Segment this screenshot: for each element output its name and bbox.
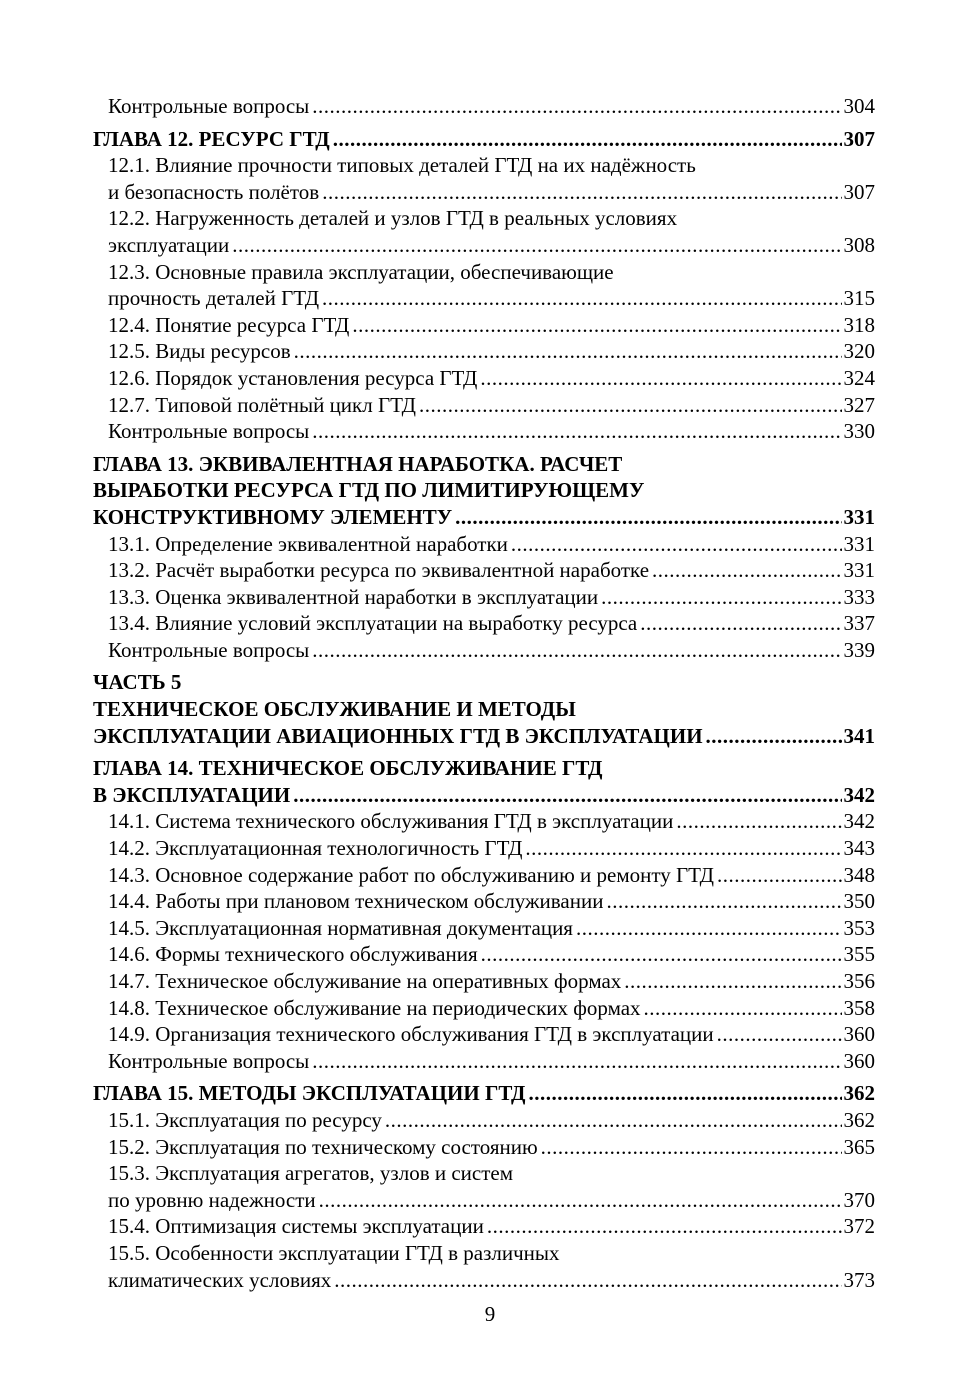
toc-chapter-entry[interactable] bbox=[93, 755, 875, 808]
toc-entry-title-line: Контрольные вопросы bbox=[108, 94, 310, 118]
dot-leader bbox=[528, 1080, 841, 1107]
toc-entry-title-line: 15.2. Эксплуатация по техническому состоянию bbox=[108, 1134, 538, 1159]
dot-leader bbox=[640, 610, 841, 637]
toc-entry-row bbox=[108, 312, 875, 339]
toc-entry-row bbox=[108, 232, 875, 259]
toc-section-entry[interactable] bbox=[93, 915, 875, 942]
dot-leader bbox=[312, 637, 841, 664]
dot-leader bbox=[333, 126, 842, 153]
page-number: 9 bbox=[484, 1302, 496, 1326]
dot-leader bbox=[541, 1134, 842, 1161]
toc-page-number: 372 bbox=[843, 1214, 875, 1239]
toc-section-entry[interactable] bbox=[93, 808, 875, 835]
toc-chapter-entry[interactable] bbox=[93, 126, 875, 153]
toc-section-entry[interactable] bbox=[93, 93, 875, 120]
dot-leader bbox=[717, 1021, 842, 1048]
toc-entry-title-line: 13.2. Расчёт выработки ресурса по эквивалентной наработке bbox=[108, 558, 650, 583]
toc-section-entry[interactable] bbox=[93, 259, 875, 312]
toc-entry-title-line: ГЛАВА 15. МЕТОДЫ ЭКСПЛУАТАЦИИ ГТД bbox=[93, 1081, 526, 1106]
toc-page-number: 343 bbox=[843, 836, 875, 861]
toc-entry-title-line: ЧАСТЬ 5 bbox=[93, 670, 182, 695]
toc-section-entry[interactable] bbox=[93, 1134, 875, 1161]
toc-entry-row bbox=[93, 782, 875, 809]
toc-page-number: 327 bbox=[843, 392, 875, 417]
toc-section-entry[interactable] bbox=[93, 418, 875, 445]
toc-entry-title-line: 12.4. Понятие ресурса ГТД bbox=[108, 312, 350, 337]
toc-entry-title-line: 15.5. Особенности эксплуатации ГТД в различных bbox=[108, 1240, 560, 1265]
toc-page-number: 360 bbox=[843, 1022, 875, 1047]
toc-section-entry[interactable] bbox=[93, 557, 875, 584]
toc-entry-title-line: 15.3. Эксплуатация агрегатов, узлов и систем bbox=[108, 1161, 514, 1186]
toc-chapter-entry[interactable] bbox=[93, 1080, 875, 1107]
toc-entry-title-line: 14.7. Техническое обслуживание на оперативных формах bbox=[108, 969, 622, 993]
toc-page-number: 356 bbox=[843, 969, 875, 993]
toc-entry-title-line: ВЫРАБОТКИ РЕСУРСА ГТД ПО ЛИМИТИРУЮЩЕМУ bbox=[93, 478, 645, 503]
toc-entry-row bbox=[108, 1021, 875, 1048]
toc-section-entry[interactable] bbox=[93, 835, 875, 862]
toc-section-entry[interactable] bbox=[93, 1107, 875, 1134]
toc-entry-row bbox=[108, 888, 875, 915]
dot-leader bbox=[676, 808, 841, 835]
dot-leader bbox=[624, 968, 841, 995]
toc-entry-title-line: 13.3. Оценка эквивалентной наработки в эксплуатации bbox=[108, 584, 599, 609]
toc-section-entry[interactable] bbox=[93, 941, 875, 968]
toc-page-number: 362 bbox=[843, 1107, 875, 1132]
toc-page-number: 320 bbox=[843, 339, 875, 364]
dot-leader bbox=[481, 941, 842, 968]
dot-leader bbox=[601, 584, 841, 611]
toc-page-number: 353 bbox=[843, 915, 875, 940]
toc-page-number: 307 bbox=[843, 126, 875, 151]
toc-entry-row bbox=[108, 338, 875, 365]
toc-entry-row bbox=[108, 862, 875, 889]
toc-page-number: 333 bbox=[843, 584, 875, 609]
dot-leader bbox=[319, 1187, 842, 1214]
toc-section-entry[interactable] bbox=[93, 392, 875, 419]
toc-entry-title-line: 14.5. Эксплуатационная нормативная документация bbox=[108, 915, 573, 940]
toc-section-entry[interactable] bbox=[93, 1160, 875, 1213]
toc-entry-title-line: 15.4. Оптимизация системы эксплуатации bbox=[108, 1214, 484, 1239]
dot-leader bbox=[419, 392, 842, 419]
toc-entry-title-line: 15.1. Эксплуатация по ресурсу bbox=[108, 1107, 382, 1132]
toc-entry-title-line: 12.2. Нагруженность деталей и узлов ГТД в реальных условиях bbox=[108, 206, 678, 231]
toc-page-number: 308 bbox=[843, 232, 875, 257]
toc-section-entry[interactable] bbox=[93, 1213, 875, 1240]
toc-entry-title-line: 14.3. Основное содержание работ по обслуживанию и ремонту ГТД bbox=[108, 862, 714, 887]
toc-section-entry[interactable] bbox=[93, 1240, 875, 1293]
toc-entry-row bbox=[108, 365, 875, 392]
toc-entry-title-line: 14.2. Эксплуатационная технологичность ГТД bbox=[108, 836, 523, 861]
dot-leader bbox=[352, 312, 841, 339]
toc-section-entry[interactable] bbox=[93, 995, 875, 1022]
dot-leader bbox=[717, 862, 842, 889]
toc-entry-title-line: ГЛАВА 12. РЕСУРС ГТД bbox=[93, 126, 330, 151]
toc-section-entry[interactable] bbox=[93, 365, 875, 392]
dot-leader bbox=[606, 888, 841, 915]
toc-page-number: 339 bbox=[843, 637, 875, 662]
toc-entry-row bbox=[93, 126, 875, 153]
toc-entry-title-line: 12.1. Влияние прочности типовых деталей ГТД на их надёжность bbox=[108, 153, 696, 178]
toc-entry-title-line: эксплуатации bbox=[108, 232, 230, 257]
toc-entry-title-line: и безопасность полётов bbox=[108, 179, 320, 204]
toc-page-number: 348 bbox=[843, 862, 875, 887]
toc-section-entry[interactable] bbox=[93, 1021, 875, 1048]
toc-section-entry[interactable] bbox=[93, 338, 875, 365]
toc-page-number: 342 bbox=[843, 809, 875, 834]
toc-entry-row bbox=[108, 557, 875, 584]
toc-entry-row bbox=[108, 1107, 875, 1134]
toc-page-number: 318 bbox=[843, 312, 875, 337]
toc-page-number: 315 bbox=[843, 286, 875, 311]
toc-entry-title-line: Контрольные вопросы bbox=[108, 419, 310, 444]
dot-leader bbox=[652, 557, 841, 584]
toc-page-number: 331 bbox=[843, 531, 875, 556]
dot-leader bbox=[385, 1107, 842, 1134]
toc-entry-row bbox=[108, 808, 875, 835]
toc-entry-row bbox=[108, 1267, 875, 1294]
toc-entry-title-line: ЭКСПЛУАТАЦИИ АВИАЦИОННЫХ ГТД В ЭКСПЛУАТАЦИИ bbox=[93, 723, 703, 748]
dot-leader bbox=[322, 285, 841, 312]
toc-chapter-entry[interactable] bbox=[93, 451, 875, 531]
toc-page-number: 342 bbox=[843, 782, 875, 807]
toc-page-number: 331 bbox=[843, 558, 875, 583]
toc-entry-title-line: Контрольные вопросы bbox=[108, 1048, 310, 1073]
toc-entry-row bbox=[108, 584, 875, 611]
dot-leader bbox=[455, 504, 841, 531]
toc-page-number: 362 bbox=[843, 1081, 875, 1106]
toc-entry-title-line: Контрольные вопросы bbox=[108, 637, 310, 662]
dot-leader bbox=[312, 1048, 841, 1075]
toc-section-entry[interactable] bbox=[93, 205, 875, 258]
toc-page-number: 324 bbox=[843, 365, 875, 390]
toc-entry-title-line: 12.7. Типовой полётный цикл ГТД bbox=[108, 392, 416, 417]
toc-section-entry[interactable] bbox=[93, 637, 875, 664]
toc-page-number: 373 bbox=[843, 1267, 875, 1292]
toc-entry-title-line: 13.4. Влияние условий эксплуатации на выработку ресурса bbox=[108, 611, 638, 636]
dot-leader bbox=[232, 232, 841, 259]
toc-entry-title-line: В ЭКСПЛУАТАЦИИ bbox=[93, 782, 291, 807]
toc-entry-row bbox=[108, 531, 875, 558]
toc-entry-row bbox=[108, 1048, 875, 1075]
toc-entry-row bbox=[93, 723, 875, 750]
dot-leader bbox=[525, 835, 841, 862]
toc-page-number: 307 bbox=[843, 179, 875, 204]
dot-leader bbox=[706, 723, 842, 750]
toc-entry-row bbox=[108, 968, 875, 995]
toc-page-number: 360 bbox=[843, 1048, 875, 1073]
toc-entry-row bbox=[108, 285, 875, 312]
toc-entry-row bbox=[108, 93, 875, 120]
toc-entry-row bbox=[108, 179, 875, 206]
toc-entry-row bbox=[108, 941, 875, 968]
toc-entry-row bbox=[108, 995, 875, 1022]
toc-entry-title-line: 12.6. Порядок установления ресурса ГТД bbox=[108, 365, 478, 390]
toc-section-entry[interactable] bbox=[93, 531, 875, 558]
table-of-contents bbox=[93, 93, 875, 1293]
toc-page-number: 370 bbox=[843, 1187, 875, 1212]
toc-entry-row bbox=[108, 418, 875, 445]
toc-page-number: 304 bbox=[843, 94, 875, 118]
dot-leader bbox=[312, 418, 841, 445]
toc-entry-row bbox=[108, 392, 875, 419]
dot-leader bbox=[293, 782, 841, 809]
toc-entry-row bbox=[93, 504, 875, 531]
toc-entry-title-line: 14.6. Формы технического обслуживания bbox=[108, 942, 478, 967]
toc-page-number: 365 bbox=[843, 1134, 875, 1159]
toc-section-entry[interactable] bbox=[93, 312, 875, 339]
toc-entry-row bbox=[108, 1213, 875, 1240]
dot-leader bbox=[487, 1213, 842, 1240]
toc-page-number: 337 bbox=[843, 611, 875, 636]
toc-chapter-entry[interactable] bbox=[93, 669, 875, 749]
dot-leader bbox=[334, 1267, 841, 1294]
toc-section-entry[interactable] bbox=[93, 862, 875, 889]
toc-section-entry[interactable] bbox=[93, 152, 875, 205]
toc-section-entry[interactable] bbox=[93, 610, 875, 637]
toc-entry-row bbox=[108, 1187, 875, 1214]
dot-leader bbox=[322, 179, 841, 206]
dot-leader bbox=[312, 93, 841, 120]
toc-entry-row bbox=[108, 637, 875, 664]
toc-section-entry[interactable] bbox=[93, 1048, 875, 1075]
toc-entry-title-line: ГЛАВА 13. ЭКВИВАЛЕНТНАЯ НАРАБОТКА. РАСЧЕТ bbox=[93, 451, 623, 476]
toc-page-number: 330 bbox=[843, 419, 875, 444]
toc-page-number: 331 bbox=[843, 504, 875, 529]
toc-entry-title-line: прочность деталей ГТД bbox=[108, 286, 320, 311]
toc-entry-title-line: 14.1. Система технического обслуживания ГТД в эксплуатации bbox=[108, 809, 674, 834]
toc-entry-title-line: КОНСТРУКТИВНОМУ ЭЛЕМЕНТУ bbox=[93, 504, 453, 529]
toc-entry-title-line: 13.1. Определение эквивалентной наработки bbox=[108, 531, 508, 556]
toc-entry-title-line: 14.9. Организация технического обслуживания ГТД в эксплуатации bbox=[108, 1022, 714, 1047]
dot-leader bbox=[480, 365, 841, 392]
toc-entry-row bbox=[93, 1080, 875, 1107]
dot-leader bbox=[294, 338, 842, 365]
toc-entry-title-line: по уровню надежности bbox=[108, 1187, 316, 1212]
toc-entry-title-line: ТЕХНИЧЕСКОЕ ОБСЛУЖИВАНИЕ И МЕТОДЫ bbox=[93, 697, 576, 722]
toc-entry-row bbox=[108, 835, 875, 862]
toc-entry-row bbox=[108, 1134, 875, 1161]
toc-entry-title-line: 14.4. Работы при плановом техническом обслуживании bbox=[108, 889, 604, 914]
toc-page-number: 341 bbox=[843, 723, 875, 748]
toc-section-entry[interactable] bbox=[93, 968, 875, 995]
toc-page-number: 350 bbox=[843, 889, 875, 914]
toc-entry-title-line: 12.3. Основные правила эксплуатации, обеспечивающие bbox=[108, 259, 614, 284]
toc-entry-title-line: климатических условиях bbox=[108, 1267, 332, 1292]
toc-entry-row bbox=[108, 915, 875, 942]
toc-page-number: 355 bbox=[843, 942, 875, 967]
dot-leader bbox=[511, 531, 842, 558]
toc-section-entry[interactable] bbox=[93, 888, 875, 915]
toc-section-entry[interactable] bbox=[93, 584, 875, 611]
dot-leader bbox=[644, 995, 842, 1022]
toc-entry-title-line: 12.5. Виды ресурсов bbox=[108, 339, 291, 364]
dot-leader bbox=[576, 915, 842, 942]
toc-entry-title-line: 14.8. Техническое обслуживание на периодических формах bbox=[108, 995, 641, 1020]
toc-entry-title-line: ГЛАВА 14. ТЕХНИЧЕСКОЕ ОБСЛУЖИВАНИЕ ГТД bbox=[93, 756, 603, 781]
toc-page-number: 358 bbox=[843, 995, 875, 1020]
toc-entry-row bbox=[108, 610, 875, 637]
